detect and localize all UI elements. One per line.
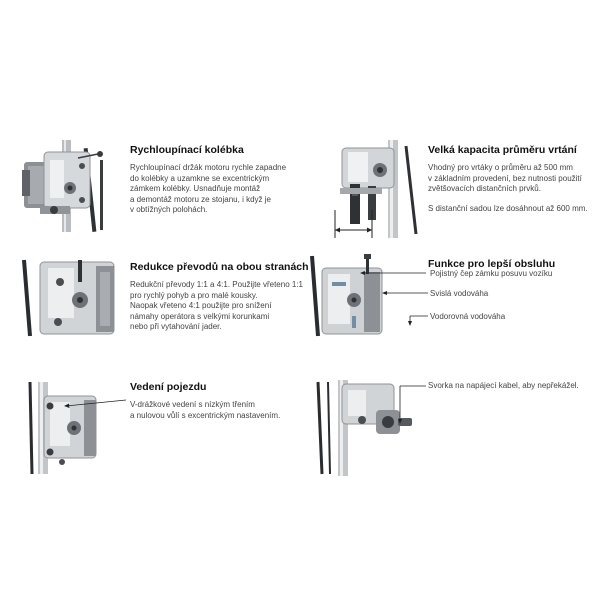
description-line: Redukční převody 1:1 a 4:1. Použijte vřeteno 1:1	[130, 280, 303, 289]
callout-leader-line	[394, 382, 428, 426]
feature-title: Funkce pro lepší obsluhu	[428, 258, 556, 270]
feature-description	[130, 163, 286, 216]
feature-drilling-capacity	[428, 144, 588, 214]
feature-quick-clamp-cradle	[130, 144, 286, 216]
feature-description	[130, 280, 309, 333]
callout-lock-pin: Pojistný čep zámku posuvu vozíku	[430, 269, 553, 278]
feature-description	[130, 400, 280, 421]
feature-title: Vedení pojezdu	[130, 381, 207, 393]
callout-leader-line	[62, 396, 130, 416]
callout-cable-clamp: Svorka na napájecí kabel, aby nepřekážel.	[428, 381, 579, 390]
description-line: Rychloupínací držák motoru rychle zapadne	[130, 163, 287, 172]
callout-vertical-level: Svislá vodováha	[430, 289, 489, 298]
description-line: zvětšovacích distančních prvků.	[428, 184, 541, 193]
description-line: Naopak vřeteno 4:1 použijte pro snížení	[130, 301, 272, 310]
description-line: S distanční sadou lze dosáhnout až 600 mm.	[428, 203, 588, 213]
callout-leader-lines	[360, 264, 432, 328]
photo-drilling-capacity	[330, 140, 420, 238]
feature-gear-reduction	[130, 261, 309, 333]
description-line: pro rychlý pohyb a pro malé kousky.	[130, 290, 258, 300]
description-line: V-drážkové vedení s nízkým třením	[130, 400, 255, 409]
feature-description	[428, 163, 588, 214]
description-line: a demontáž motoru ze stojanu, i když je	[130, 194, 271, 204]
feature-carriage-guide	[130, 381, 280, 421]
description-line: nebo při vytahování jader.	[130, 322, 222, 331]
description-line: do kolébky a uzamkne se excentrickým	[130, 173, 270, 183]
description-line: v základním provedení, bez nutnosti použití	[428, 173, 582, 183]
description-line: námahy operátora s velkými korunkami	[130, 311, 270, 321]
feature-title: Velká kapacita průměru vrtání	[428, 144, 577, 156]
photo-gear-reduction	[18, 258, 128, 338]
description-line: a nulovou vůlí s excentrickým nastavením.	[130, 410, 281, 420]
feature-title: Redukce převodů na obou stranách	[130, 261, 309, 273]
callout-horizontal-level: Vodorovná vodováha	[430, 312, 506, 321]
photo-quick-clamp-cradle	[18, 140, 118, 232]
description-line: Vhodný pro vrtáky o průměru až 500 mm	[428, 163, 573, 172]
feature-title: Rychloupínací kolébka	[130, 144, 244, 156]
description-line: zámkem kolébky. Usnadňuje montáž	[130, 184, 261, 193]
description-line: v obtížných polohách.	[130, 205, 208, 214]
